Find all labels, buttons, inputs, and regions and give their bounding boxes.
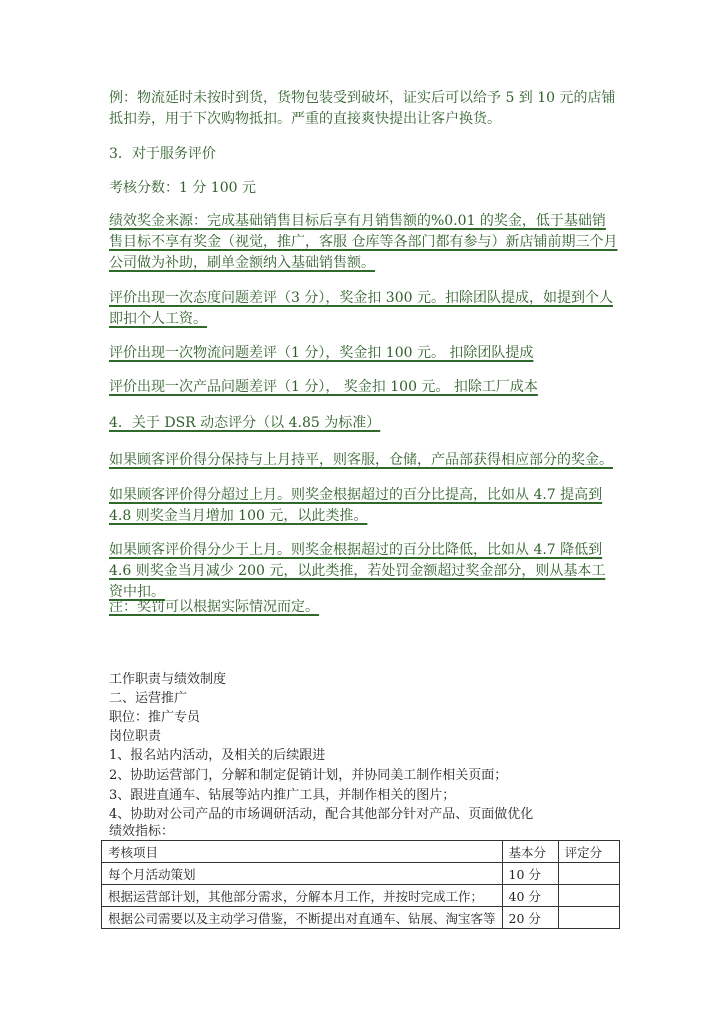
service-heading: 3．对于服务评价 bbox=[109, 146, 216, 162]
dsr-lower-text: 如果顾客评价得分少于上月。则奖金根据超过的百分比降低，比如从 4.7 降低到 4.6 则奖金当月减少 200 元，以此类推，若处罚金额超过奖金部分，则从基本工资中扣。 bbox=[109, 542, 606, 600]
attitude-paragraph bbox=[109, 288, 619, 330]
dsr-heading bbox=[109, 413, 619, 434]
dsr-higher-text: 如果顾客评价得分超过上月。则奖金根据超过的百分比提高，比如从 4.7 提高到 4.8 则奖金当月增加 100 元，以此类推。 bbox=[109, 487, 603, 524]
duty-item: 3、跟进直通车、钻展等站内推广工具，并制作相关的图片； bbox=[109, 788, 456, 803]
example-paragraph: 例：物流延时未按时到货，货物包装受到破坏，证实后可以给予 5 到 10 元的店铺抵扣券，用于下次购物抵扣。严重的直接爽快提出让客户换货。 bbox=[109, 90, 616, 127]
score-line: 考核分数：1 分 100 元 bbox=[109, 180, 256, 196]
header-item: 考核项目 bbox=[102, 841, 503, 863]
duty-heading: 岗位职责 bbox=[109, 729, 162, 744]
note-text: 注：奖罚可以根据实际情况而定。 bbox=[109, 599, 319, 615]
kpi-table bbox=[101, 840, 620, 929]
logistics-text: 评价出现一次物流问题差评（1 分），奖金扣 100 元。 扣除团队提成 bbox=[109, 345, 534, 361]
table-row bbox=[102, 863, 620, 885]
cell-rated bbox=[558, 907, 619, 929]
duty-item: 2、协助运营部门，分解和制定促销计划，并协同美工制作相关页面； bbox=[109, 768, 508, 783]
note-paragraph bbox=[109, 597, 619, 618]
bonus-source-paragraph bbox=[109, 211, 619, 274]
duty-item: 1、报名站内活动，及相关的后续跟进 bbox=[109, 748, 326, 763]
dsr-same-paragraph bbox=[109, 450, 619, 471]
cell-rated bbox=[558, 863, 619, 885]
product-paragraph bbox=[109, 377, 619, 398]
dsr-higher-paragraph bbox=[109, 485, 619, 527]
cell-base: 20 分 bbox=[502, 907, 558, 929]
duty-item: 4、协助对公司产品的市场调研活动，配合其他部分针对产品、页面做优化 bbox=[109, 807, 534, 822]
dsr-heading-text: 4．关于 DSR 动态评分（以 4.85 为标准） bbox=[109, 415, 381, 431]
header-base: 基本分 bbox=[502, 841, 558, 863]
job-position: 职位：推广专员 bbox=[109, 710, 201, 725]
cell-rated bbox=[558, 885, 619, 907]
bonus-source-text: 绩效奖金来源：完成基础销售目标后享有月销售额的%0.01 的奖金，低于基础销售目标不享有奖金（视觉，推广，客服 仓库等各部门都有参与）新店铺前期三个月公司做为补助，刷单金额纳入基础销售额。 bbox=[109, 213, 618, 271]
cell-item: 根据公司需要以及主动学习借鉴，不断提出对直通车、钻展、淘宝客等 bbox=[102, 907, 503, 929]
attitude-text: 评价出现一次态度问题差评（3 分），奖金扣 300 元。扣除团队提成，如提到个人即扣个人工资。 bbox=[109, 290, 613, 327]
job-section: 二、运营推广 bbox=[109, 691, 188, 706]
cell-base: 10 分 bbox=[502, 863, 558, 885]
product-text: 评价出现一次产品问题差评（1 分）， 奖金扣 100 元。 扣除工厂成本 bbox=[109, 379, 538, 395]
logistics-paragraph bbox=[109, 343, 619, 364]
dsr-lower-paragraph bbox=[109, 540, 619, 603]
table-row bbox=[102, 885, 620, 907]
cell-item: 根据运营部计划，其他部分需求，分解本月工作，并按时完成工作； bbox=[102, 885, 503, 907]
table-header-row bbox=[102, 841, 620, 863]
dsr-same-text: 如果顾客评价得分保持与上月持平，则客服，仓储，产品部获得相应部分的奖金。 bbox=[109, 452, 613, 468]
header-rated: 评定分 bbox=[558, 841, 619, 863]
kpi-heading: 绩效指标： bbox=[109, 824, 175, 839]
cell-base: 40 分 bbox=[502, 885, 558, 907]
table-row bbox=[102, 907, 620, 929]
cell-item: 每个月活动策划 bbox=[102, 863, 503, 885]
job-title: 工作职责与绩效制度 bbox=[109, 672, 227, 687]
